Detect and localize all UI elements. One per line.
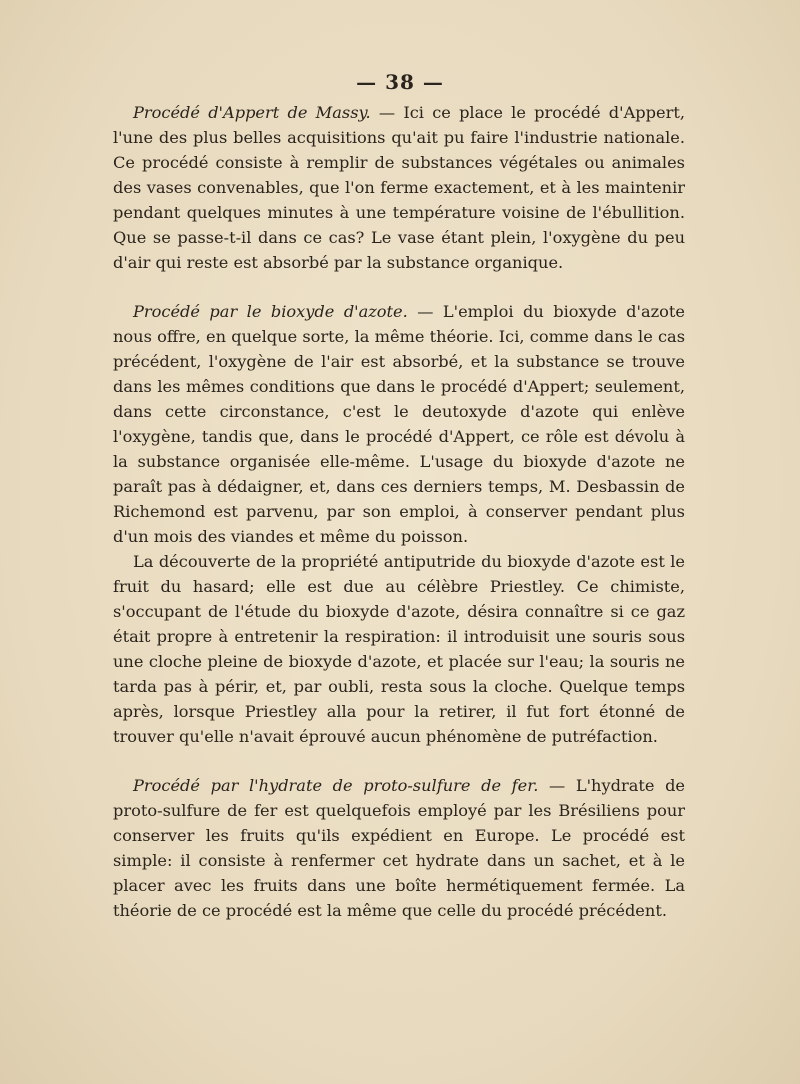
section-heading-hydrate: Procédé par l'hydrate de proto-sulfure de fer. [133, 776, 539, 795]
paragraph-text: — L'hydrate de proto-sulfure de fer est quelquefois employé par les Brésiliens pour conserver les fruits qu'ils expédient en Europe. Le procédé est simple: il consiste à renfermer cet hydrate dans un sachet, et à le placer avec les fruits dans une boîte hermétiquement fermée. La théorie de ce procédé est la même que celle du procédé précédent. [113, 776, 686, 920]
paragraph-bioxyde [113, 299, 685, 549]
section-heading-appert: Procédé d'Appert de Massy. [133, 103, 371, 122]
paragraph-text: — Ici ce place le procédé d'Appert, l'une des plus belles acquisitions qu'ait pu faire l'industrie nationale. Ce procédé consiste à remplir de substances végétales ou animales des vases convenables, que l'on ferme exactement, et à les maintenir pendant quelques minutes à une température voisine de l'ébullition. Que se passe-t-il dans ce cas? Le vase étant plein, l'oxygène du peu d'air qui reste est absorbé par la substance organique. [113, 103, 686, 272]
paragraph-text: — L'emploi du bioxyde d'azote nous offre, en quelque sorte, la même théorie. Ici, comme dans le cas précédent, l'oxygène de l'air est absorbé, et la substance se trouve dans les mêmes conditions que dans le procédé d'Appert; seulement, dans cette circonstance, c'est le deutoxyde d'azote qui enlève l'oxygène, tandis que, dans le procédé d'Appert, ce rôle est dévolu à la substance organisée elle-même. L'usage du bioxyde d'azote ne paraît pas à dédaigner, et, dans ces derniers temps, M. Desbassin de Richemond est parvenu, par son emploi, à conserver pendant plus d'un mois des viandes et même du poisson. [113, 302, 685, 546]
page-number: — 38 — [356, 70, 444, 94]
paragraph-text: La découverte de la propriété antiputride du bioxyde d'azote est le fruit du hasard; elle est due au célèbre Priestley. Ce chimiste, s'occupant de l'étude du bioxyde d'azote, désira connaître si ce gaz était propre à entretenir la respiration: il introduisit une souris sous une cloche pleine de bioxyde d'azote, et placée sur l'eau; la souris ne tarda pas à périr, et, par oubli, resta sous la cloche. Quelque temps après, lorsque Priestley alla pour la retirer, il fut fort étonné de trouver qu'elle n'avait éprouvé aucun phénomène de putréfaction. [113, 552, 685, 746]
paragraph-appert [113, 100, 685, 275]
paragraph-priestley [113, 549, 685, 749]
paragraph-hydrate [113, 773, 685, 923]
body-text [113, 100, 685, 923]
section-heading-bioxyde: Procédé par le bioxyde d'azote. [133, 302, 408, 321]
